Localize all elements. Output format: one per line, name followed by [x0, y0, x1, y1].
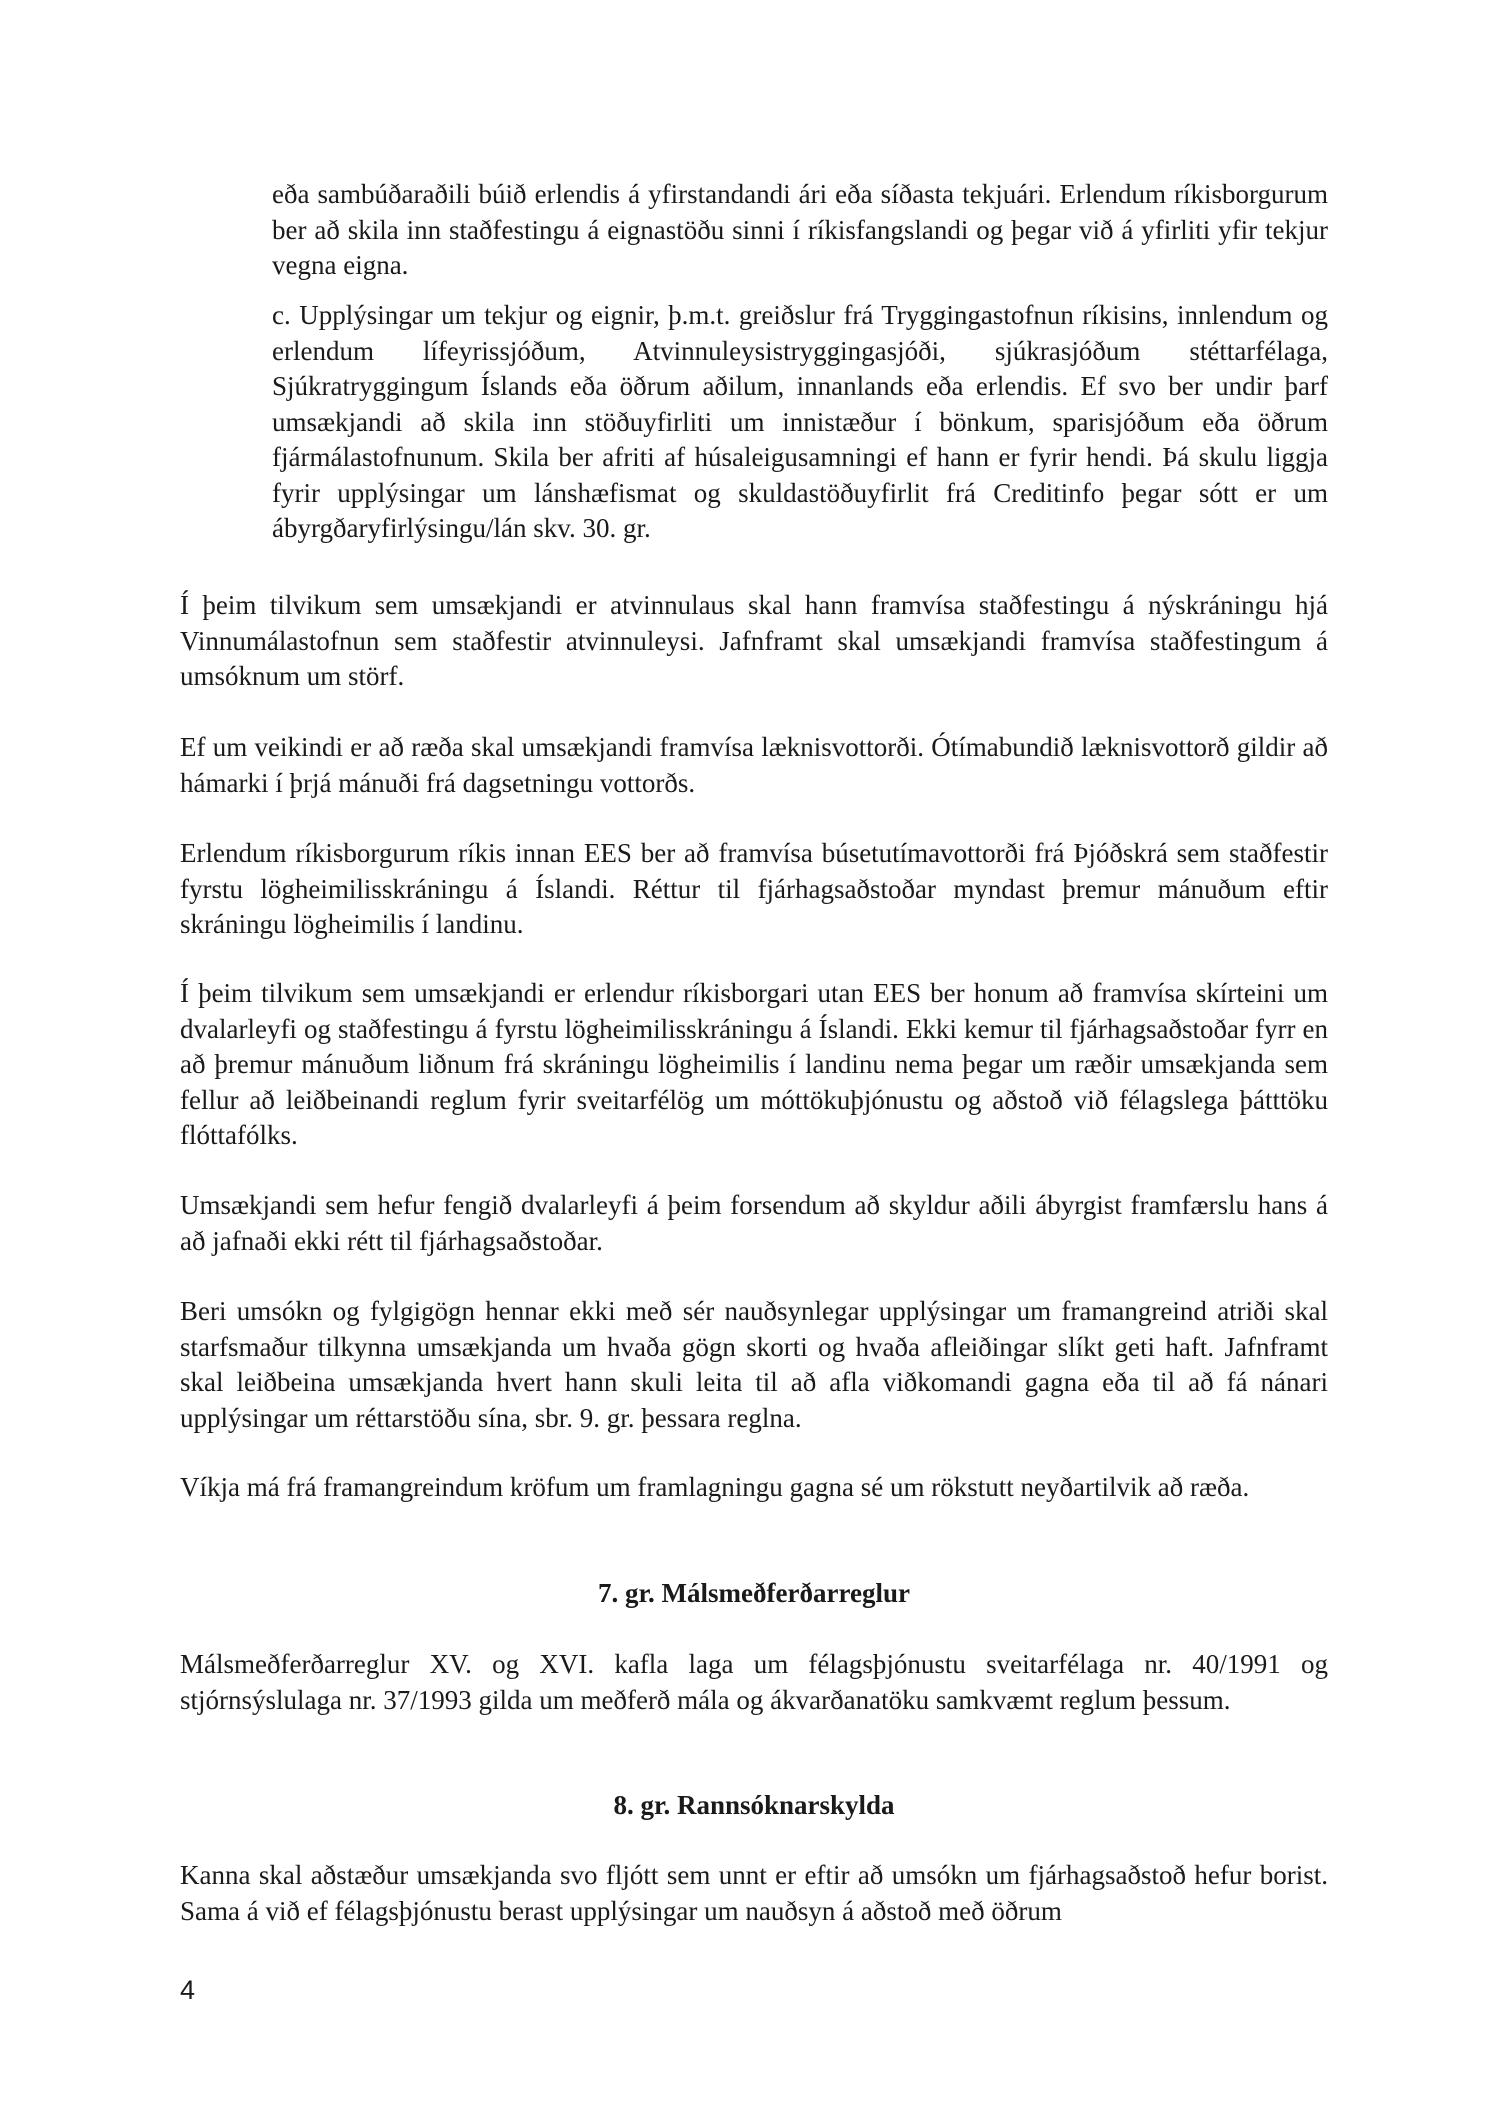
paragraph-procedure-rules: Málsmeðferðarreglur XV. og XVI. kafla laga um félagsþjónustu sveitarfélaga nr. 40/1991 og stjórnsýslulaga nr. 37/1993 gilda um meðferð mála og ákvarðanatöku samkvæmt reglum þessum.: [180, 1649, 1328, 1715]
paragraph-c-income-assets: c. Upplýsingar um tekjur og eignir, þ.m.t. greiðslur frá Tryggingastofnun ríkisins, innlendum og erlendum lífeyrissjóðum, Atvinnuleysistryggingasjóði, sjúkrasjóðum stéttarfélaga, Sjúkratryggingum Íslands eða öðrum aðilum, innanlands eða erlendis. Ef svo ber undir þarf umsækjandi að skila inn stöðuyfirliti um innistæður í bönkum, sparisjóðum eða öðrum fjármálastofnunum. Skila ber afriti af húsaleigusamningi ef hann er fyrir hendi. Þá skulu liggja fyrir upplýsingar um lánshæfismat og skuldastöðuyfirlit frá Creditinfo þegar sótt er um ábyrgðaryfirlýsingu/lán skv. 30. gr.: [272, 300, 1328, 543]
page-number: 4: [180, 1975, 196, 2005]
paragraph-ees-citizens: Erlendum ríkisborgurum ríkis innan EES ber að framvísa búsetutímavottorði frá Þjóðskrá sem staðfestir fyrstu lögheimilisskráningu á Íslandi. Réttur til fjárhagsaðstoðar myndast þremur mánuðum eftir skráningu lögheimilis í landinu.: [180, 838, 1328, 939]
paragraph-missing-documents: Beri umsókn og fylgigögn hennar ekki með sér nauðsynlegar upplýsingar um framangreind atriði skal starfsmaður tilkynna umsækjanda um hvaða gögn skorti og hvaða afleiðingar slíkt geti haft. Jafnframt skal leiðbeina umsækjanda hvert hann skuli leita til að afla viðkomandi gagna eða til að fá nánari upplýsingar um réttarstöðu sína, sbr. 9. gr. þessara reglna.: [180, 1296, 1328, 1433]
paragraph-illness: Ef um veikindi er að ræða skal umsækjandi framvísa læknisvottorði. Ótímabundið læknisvottorð gildir að hámarki í þrjá mánuði frá dagsetningu vottorðs.: [180, 732, 1328, 798]
paragraph-residence-permit: Umsækjandi sem hefur fengið dvalarleyfi á þeim forsendum að skyldur aðili ábyrgist framfærslu hans á að jafnaði ekki rétt til fjárhagsaðstoðar.: [180, 1190, 1328, 1256]
paragraph-b-continuation: eða sambúðaraðili búið erlendis á yfirstandandi ári eða síðasta tekjuári. Erlendum ríkisborgurum ber að skila inn staðfestingu á eignastöðu sinni í ríkisfangslandi og þegar við á yfirliti yfir tekjur vegna eigna.: [272, 179, 1328, 280]
section-heading-8: 8. gr. Rannsóknarskylda: [613, 1790, 895, 1820]
paragraph-investigation-duty: Kanna skal aðstæður umsækjanda svo fljótt sem unnt er eftir að umsókn um fjárhagsaðstoð hefur borist. Sama á við ef félagsþjónustu berast upplýsingar um nauðsyn á aðstoð með öðrum: [180, 1860, 1328, 1926]
section-heading-7: 7. gr. Málsmeðferðarreglur: [598, 1578, 910, 1608]
paragraph-non-ees-citizens: Í þeim tilvikum sem umsækjandi er erlendur ríkisborgari utan EES ber honum að framvísa skírteini um dvalarleyfi og staðfestingu á fyrstu lögheimilisskráningu á Íslandi. Ekki kemur til fjárhagsaðstoðar fyrr en að þremur mánuðum liðnum frá skráningu lögheimilis í landinu nema þegar um ræðir umsækjanda sem fellur að leiðbeinandi reglum fyrir sveitarfélög um móttökuþjónustu og aðstoð við félagslega þátttöku flóttafólks.: [180, 978, 1328, 1150]
paragraph-unemployed: Í þeim tilvikum sem umsækjandi er atvinnulaus skal hann framvísa staðfestingu á nýskráningu hjá Vinnumálastofnun sem staðfestir atvinnuleysi. Jafnframt skal umsækjandi framvísa staðfestingum á umsóknum um störf.: [180, 590, 1328, 691]
paragraph-exceptions: Víkja má frá framangreindum kröfum um framlagningu gagna sé um rökstutt neyðartilvik að ræða.: [180, 1472, 1250, 1502]
